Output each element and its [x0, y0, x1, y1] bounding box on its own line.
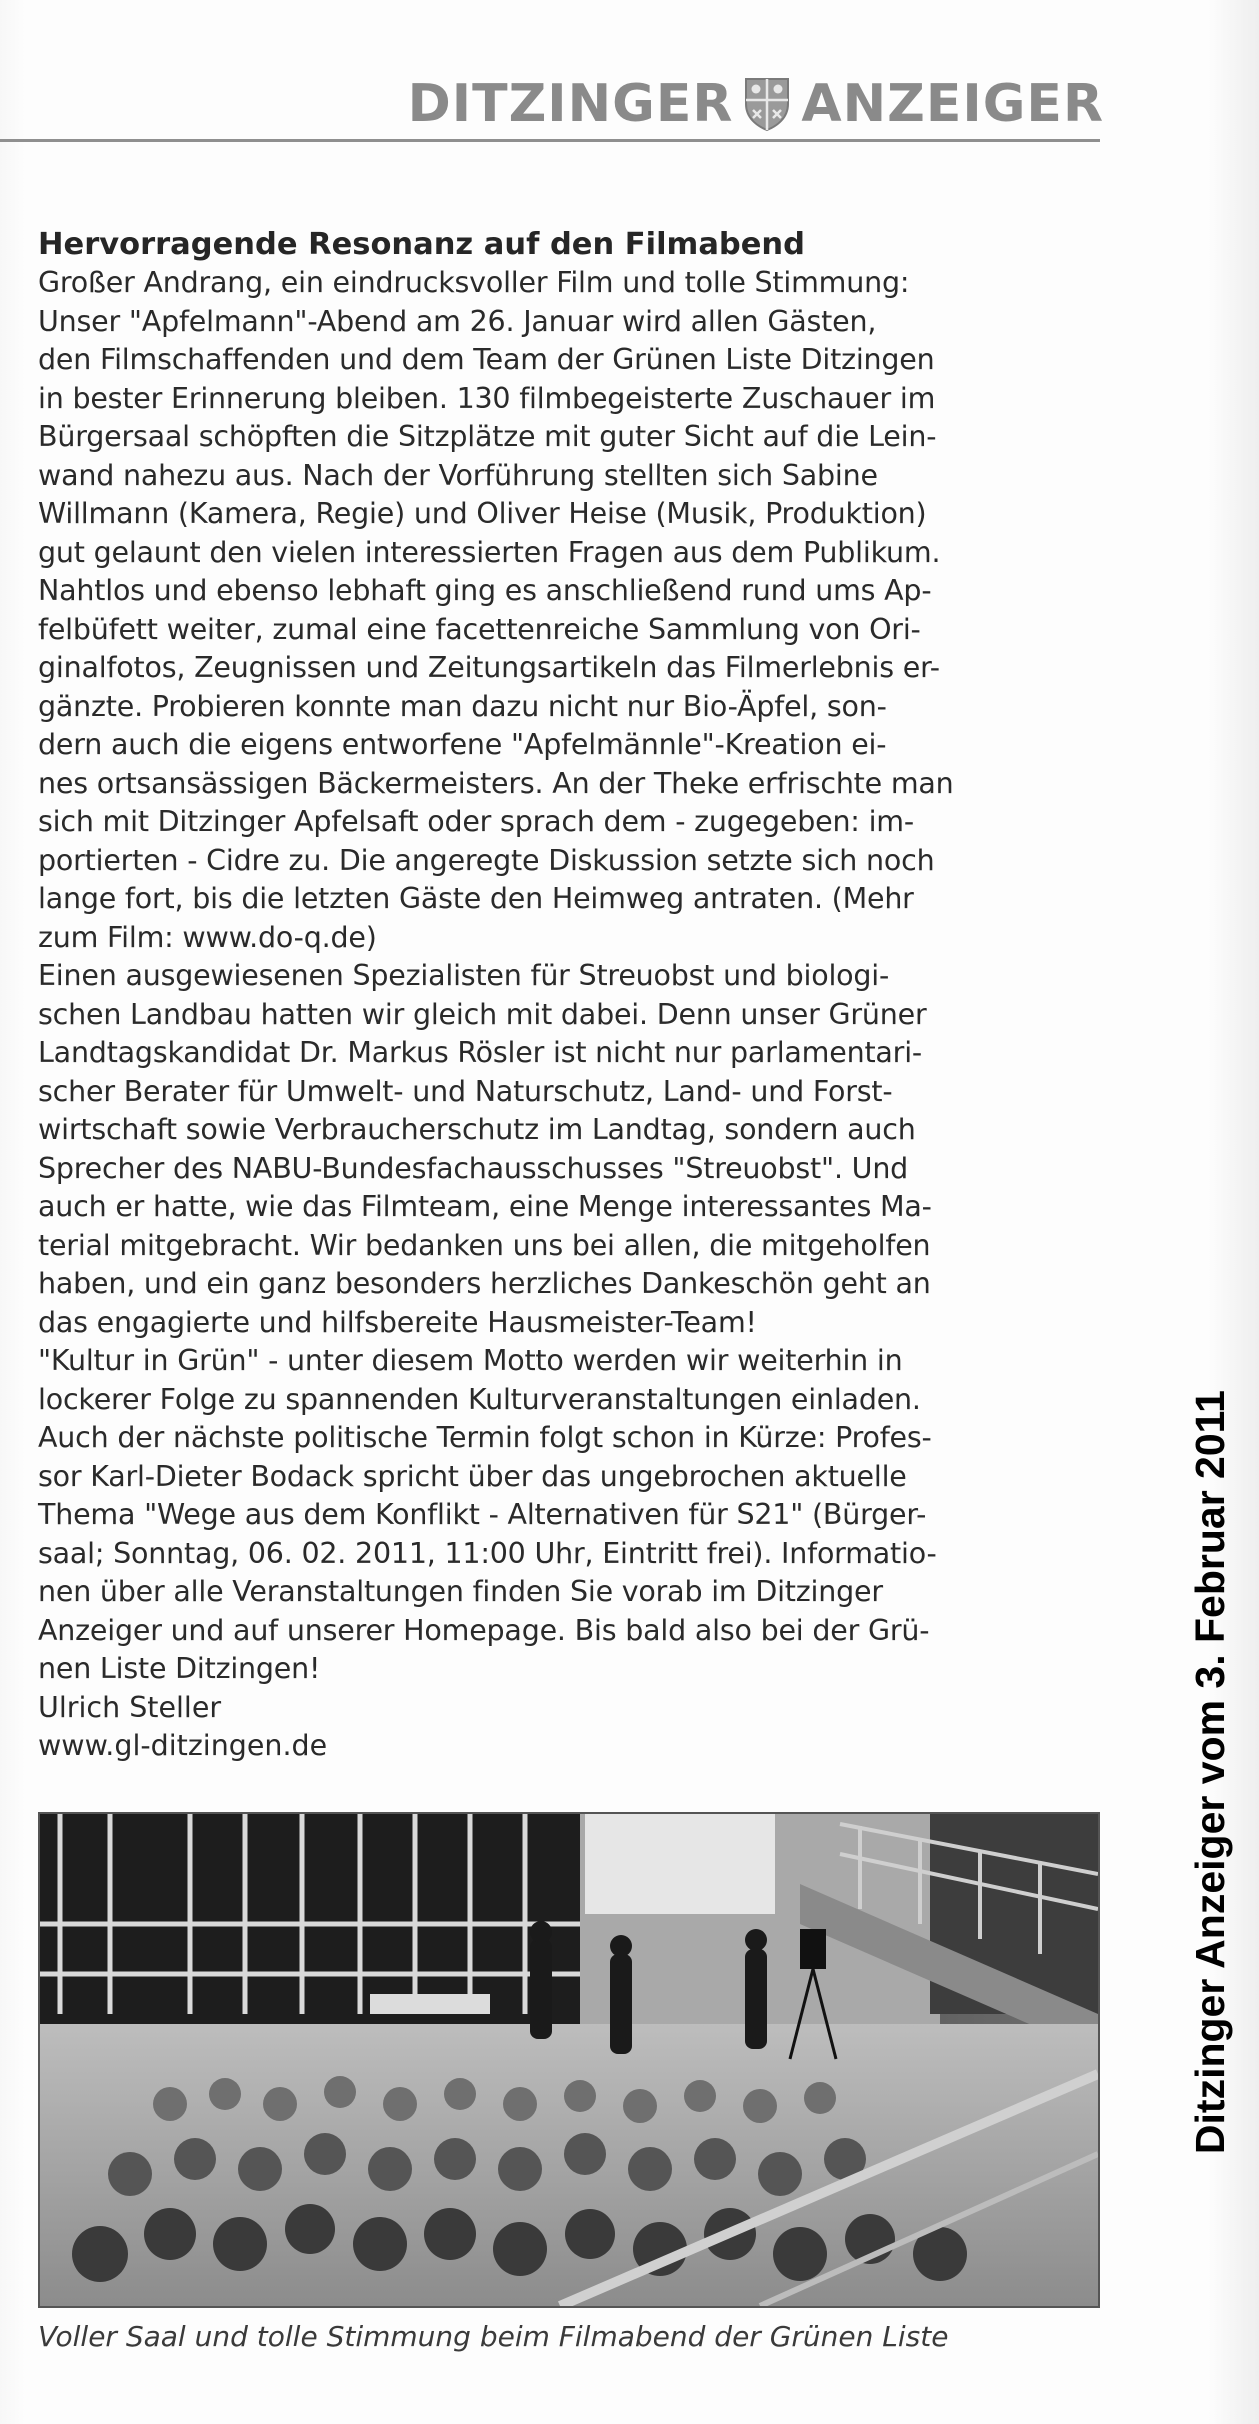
masthead-right-word: ANZEIGER: [801, 74, 1104, 134]
window-frames: [40, 1814, 580, 2024]
publication-date-note: Ditzinger Anzeiger vom 3. Februar 2011: [1187, 1390, 1233, 2155]
article-author: Ulrich Steller: [38, 1690, 222, 1724]
article: [38, 226, 1100, 1766]
event-photo: [38, 1812, 1100, 2308]
masthead-left-word: DITZINGER: [407, 74, 734, 134]
article-paragraph-3: "Kultur in Grün" - unter diesem Motto werden wir weiterhin in lockerer Folge zu spannenden Kulturveranstaltungen einladen. Auch der nächste politische Termin folgt schon in Kürze: Profes- sor Karl-Dieter Bodack spricht über das ungebrochen aktuelle Thema "Wege aus dem Konflikt - Alternativen für S21" (Bürger- saal; Sonntag, 06. 02. 2011, 11:00 Uhr, Eintritt frei). Informatio- nen über alle Veranstaltungen finden Sie vorab im Ditzinger Anzeiger und auf unserer Homepage. Bis bald also bei der Grü- nen Liste Ditzingen!: [38, 1344, 937, 1685]
article-paragraph-1: Großer Andrang, ein eindrucksvoller Film und tolle Stimmung: Unser "Apfelmann"-Abend am 26. Januar wird allen Gästen, den Filmschaffenden und dem Team der Grünen Liste Ditzingen in bester Erinnerung bleiben. 130 filmbegeisterte Zuschauer im Bürgersaal schöpften die Sitzplätze mit guter Sicht auf die Lein- wand nahezu aus. Nach der Vorführung stellten sich Sabine Willmann (Kamera, Regie) und Oliver Heise (Musik, Produktion) gut gelaunt den vielen interessierten Fragen aus dem Publikum. Nahtlos und ebenso lebhaft ging es anschließend rund ums Ap- felbüfett weiter, zumal eine facettenreiche Sammlung von Ori- ginalfotos, Zeugnissen und Zeitungsartikeln das Filmerlebnis er- gänzte. Probieren konnte man dazu nicht nur Bio-Äpfel, son- dern auch die eigens entworfene "Apfelmännle"-Kreation ei- nes ortsansässigen Bäckermeisters. An der Theke erfrischte man sich mit Ditzinger Apfelsaft oder sprach dem - zugegeben: im- portierten - Cidre zu. Die angeregte Diskussion setzte sich noch lange fort, bis die letzten Gäste den Heimweg antraten. (Mehr zum Film: www.do-q.de): [38, 266, 954, 954]
projection-screen: [585, 1814, 775, 1914]
article-paragraph-2: Einen ausgewiesenen Spezialisten für Streuobst und biologi- schen Landbau hatten wir gleich mit dabei. Denn unser Grüner Landtagskandidat Dr. Markus Rösler ist nicht nur parlamentari- scher Berater für Umwelt- und Naturschutz, Land- und Forst- wirtschaft sowie Verbraucherschutz im Landtag, sondern auch Sprecher des NABU-Bundesfachausschusses "Streuobst". Und auch er hatte, wie das Filmteam, eine Menge interessantes Ma- terial mitgebracht. Wir bedanken uns bei allen, die mitgeholfen haben, und ein ganz besonders herzliches Dankeschön geht an das engagierte und hilfsbereite Hausmeister-Team!: [38, 959, 932, 1339]
photo-caption: Voller Saal und tolle Stimmung beim Filmabend der Grünen Liste: [38, 2320, 949, 2353]
article-website: www.gl-ditzingen.de: [38, 1729, 328, 1762]
event-photo-illustration: [40, 1814, 1098, 2306]
masthead: [408, 72, 1104, 136]
ditzingen-coat-of-arms-icon: [743, 76, 791, 132]
article-headline: Hervorragende Resonanz auf den Filmabend: [38, 227, 805, 262]
masthead-rule: [0, 139, 1100, 142]
